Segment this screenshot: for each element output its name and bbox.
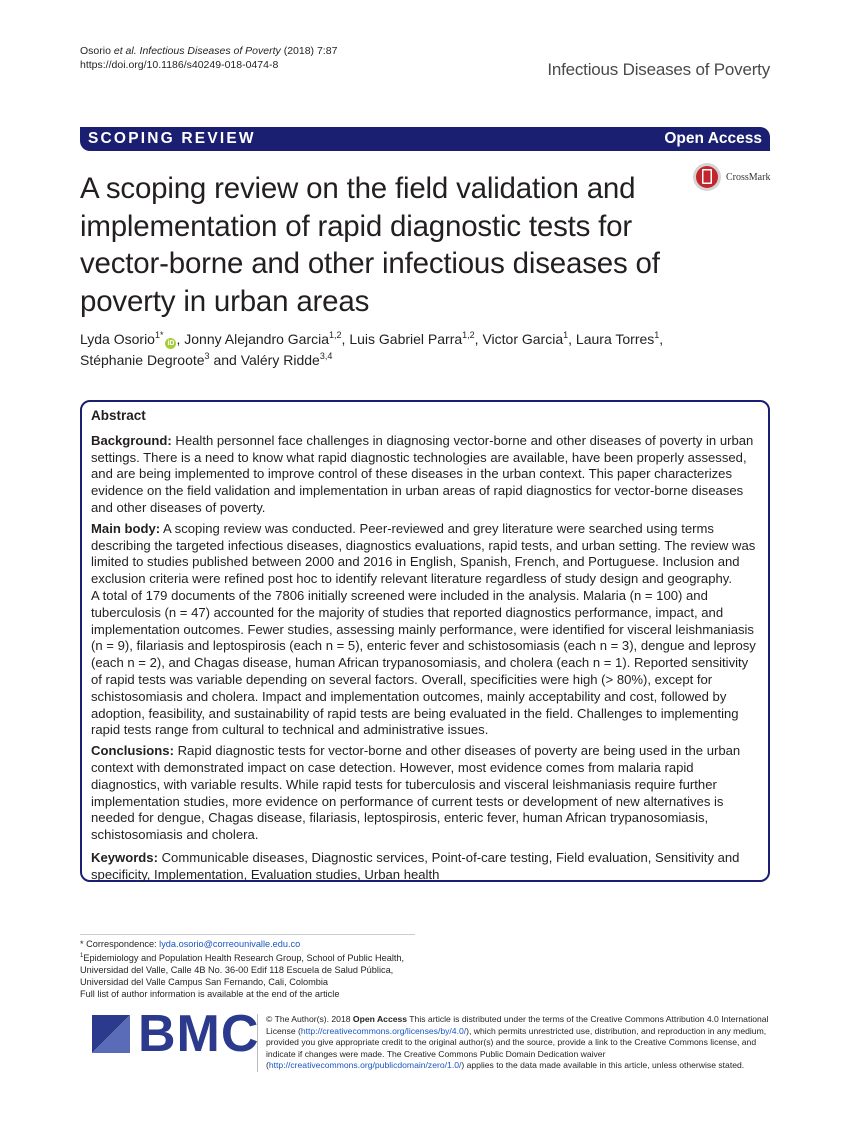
author-name[interactable]: Victor Garcia (482, 331, 564, 347)
abstract-background (91, 433, 759, 517)
article-type-banner (80, 127, 770, 151)
citation-journal: Infectious Diseases of Poverty (139, 45, 281, 57)
author-affiliation: 1,2 (462, 330, 475, 340)
doi-link[interactable]: https://doi.org/10.1186/s40249-018-0474-8 (80, 59, 279, 71)
journal-name: Infectious Diseases of Poverty (547, 60, 770, 79)
abstract-keywords (91, 850, 759, 884)
license-copyright: © The Author(s). 2018 (266, 1014, 353, 1024)
bmc-logo-text: BMC (138, 1005, 260, 1063)
bmc-logo-icon (92, 1015, 130, 1053)
conclusions-label: Conclusions: (91, 743, 174, 759)
orcid-icon[interactable]: iD (167, 340, 175, 347)
abstract-main-body (91, 521, 759, 588)
affiliation-text: Epidemiology and Population Health Research Group, School of Public Health, Universidad del Valle, Calle 4B No. 36-00 Edif 118 Escuela de Salud Pública, Universidad del Valle Campus San Fernando, Cali, Colombia (80, 953, 405, 988)
author-affiliation: 1 (654, 330, 660, 340)
license-text-3: ) applies to the data made available in this article, unless otherwise stated. (461, 1060, 745, 1070)
license-oa-label: Open Access (352, 1014, 408, 1024)
author-name[interactable]: Stéphanie Degroote (80, 352, 205, 368)
crossmark-icon (692, 162, 722, 192)
keywords-label: Keywords: (91, 849, 158, 865)
main-body-label: Main body: (91, 520, 161, 536)
citation-authors: Osorio (80, 45, 111, 57)
keywords-text: Communicable diseases, Diagnostic services, Point-of-care testing, Field evaluation, Sensitivity and specificity, Implementation, Evaluation studies, Urban health (91, 849, 740, 882)
author-name[interactable]: Lyda Osorio (80, 331, 155, 347)
author-info-note: Full list of author information is available at the end of the article (80, 989, 340, 1000)
citation-header (80, 44, 337, 72)
license-statement (257, 1014, 779, 1072)
bmc-logo[interactable] (92, 1005, 260, 1063)
license-text-1: This article is distributed under the terms of the Creative Commons Attribution 4.0 International License ( (266, 1014, 769, 1036)
author-affiliation: 3,4 (319, 351, 333, 361)
author-name[interactable]: Luis Gabriel Parra (349, 331, 463, 347)
abstract-main-body-2 (91, 588, 759, 739)
authors-conjunction: and (213, 352, 237, 368)
crossmark-label: CrossMark (726, 171, 771, 183)
author-name[interactable]: Laura Torres (575, 331, 655, 347)
abstract-conclusions (91, 743, 759, 844)
article-title: A scoping review on the field validation and implementation of rapid diagnostic tests for vector-borne and other infectious diseases of poverty in urban areas (80, 172, 660, 318)
conclusions-text: Rapid diagnostic tests for vector-borne and other diseases of poverty are being used in the urban context with demonstrated impact on case detection. However, most evidence comes from malaria rapid diagnostics, with variable results. While rapid tests for tuberculosis and visceral leishmaniasis require further implementation studies, more evidence on performance of current tests or development of new alternatives is needed for dengue, Chagas disease, filariasis, leptospirosis, enteric fever, human African trypanosomiasis, schistosomiasis and cholera. (91, 743, 741, 843)
abstract-box (80, 400, 770, 882)
correspondence-label: * Correspondence: (80, 939, 160, 949)
article-type: SCOPING REVIEW (88, 130, 256, 147)
citation-year-volume: (2018) 7:87 (283, 45, 338, 57)
license-link[interactable]: http://creativecommons.org/licenses/by/4.0/ (300, 1025, 467, 1036)
main-body-text: A scoping review was conducted. Peer-reviewed and grey literature were searched using terms describing the targeted infectious diseases, diagnostics evaluations, rapid tests, and urban setting. The review was limited to studies published between 2000 and 2016 in English, Spanish, French, and Portuguese. Inclusion and exclusion criteria were refined post hoc to identify relevant literature regardless of study design and geography. (91, 520, 756, 587)
background-text: Health personnel face challenges in diagnosing vector-borne and other diseases of poverty in urban settings. There is a need to know what rapid diagnostic technologies are available, have been properly assessed, and are being implemented to improve control of these diseases in the urban context. This paper characterizes evidence on the field validation and implementation in urban areas of rapid diagnostics for vector-borne diseases and other diseases of poverty. (91, 432, 754, 515)
author-name[interactable]: Jonny Alejandro Garcia (184, 331, 330, 347)
background-label: Background: (91, 432, 172, 448)
author-name[interactable]: Valéry Ridde (240, 352, 320, 368)
author-affiliation: 1* (154, 330, 164, 340)
public-domain-link[interactable]: http://creativecommons.org/publicdomain/zero/1.0/ (268, 1060, 462, 1070)
affiliation-number: 1 (80, 953, 84, 959)
crossmark-badge[interactable] (692, 162, 770, 192)
license-text-2: ), which permits unrestricted use, distribution, and reproduction in any medium, provided you give appropriate credit to the original author(s) and the source, provide a link to the Creative Commons license, and indicate if changes were made. The Creative Commons Public Domain Dedication waiver ( (266, 1025, 767, 1070)
abstract-heading: Abstract (91, 408, 146, 423)
open-access-label: Open Access (664, 130, 762, 147)
correspondence-footnote (80, 934, 415, 1000)
author-list: Lyda Osorio$^{1*}$iD , Jonny Alejandro Garcia$^{1,2}$, Luis Gabriel Parra$^{1,2}$, Victor Garcia$^1$, Laura Torres$^1$, Stéphanie Degroote$^3$ and Valéry Ridde$^{3,4}$ (80, 330, 664, 368)
citation-etal: et al. (113, 45, 137, 57)
author-affiliation: 1,2 (329, 330, 342, 340)
author-affiliation: 1 (563, 330, 569, 340)
author-affiliation: 3 (204, 351, 210, 361)
main-body-text-2: A total of 179 documents of the 7806 initially screened were included in the analysis. Malaria (n = 100) and tuberculosis (n = 47) accounted for the majority of studies that reported diagnostics performance, impact, and implementation outcomes. Fewer studies, assessing mainly performance, were identified for visceral leishmaniasis (n = 9), filariasis and leptospirosis (each n = 5), enteric fever and schistosomiasis (each n = 3), dengue and leprosy (each n = 2), and Chagas disease, human African trypanosomiasis, and cholera (each n = 1). Reported sensitivity of rapid tests was variable depending on several factors. Overall, specificities were high (> 80%), except for schistosomiasis and cholera. Impact and implementation outcomes, mainly acceptability and cost, followed by adoption, feasibility, and sustainability of rapid tests are being evaluated in the field. Challenges to implementing rapid tests range from cultural to technical and administrative issues. (91, 587, 756, 738)
correspondence-email[interactable]: lyda.osorio@correounivalle.edu.co (159, 939, 301, 949)
